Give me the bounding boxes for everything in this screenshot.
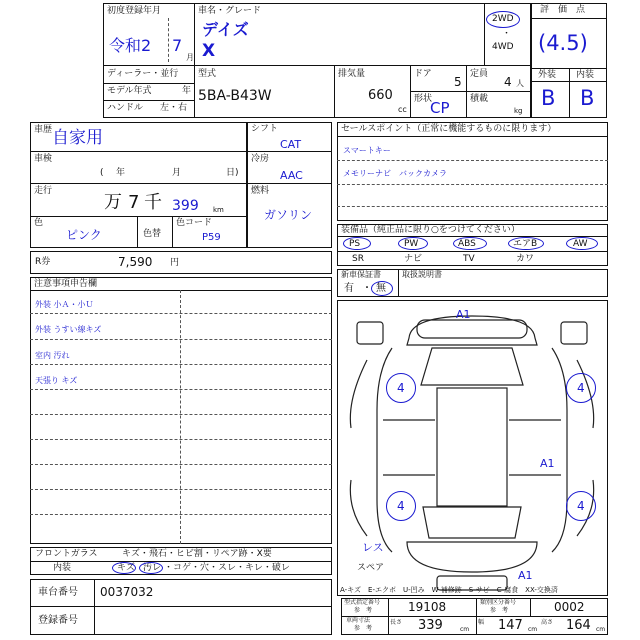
interior-scratch-circle: [112, 562, 136, 574]
equip-leather: カワ: [516, 254, 535, 264]
inspect-year: 年: [116, 168, 126, 178]
form-no-label: 型式指定番号: [344, 599, 381, 606]
door-label: ドア: [414, 69, 432, 79]
capacity-label: 定員: [470, 69, 489, 79]
mileage-unit: km: [213, 206, 224, 214]
form-no-ref: 参 考: [354, 607, 373, 614]
capacity-value: 4: [504, 75, 512, 89]
mark-front: A1: [456, 308, 471, 321]
height-label: 高さ: [541, 619, 554, 626]
equip-pw: PW: [404, 239, 419, 249]
ac-value: AAC: [280, 169, 303, 182]
warranty-no: 無: [376, 283, 386, 294]
reg-label: 初度登録年月: [107, 6, 162, 16]
class-no-ref: 参 考: [490, 607, 509, 614]
inspect-month: 月: [172, 168, 182, 178]
glass-label: フロントガラス: [35, 549, 98, 559]
reg-month-unit: 月: [186, 53, 194, 62]
interior-scratch: キズ: [117, 563, 135, 573]
equip-aw: AW: [573, 239, 588, 249]
form-no-value: 19108: [408, 600, 447, 614]
warranty-sep: ・: [362, 283, 372, 294]
form-label: 形状: [414, 94, 433, 104]
grade-score: (4.5): [538, 31, 588, 55]
mileage-label: 走行: [34, 186, 53, 196]
mark-tire-rr: 4: [577, 499, 585, 513]
warranty-label: 新車保証書: [341, 270, 381, 279]
dims-ref: 参 考: [354, 625, 373, 632]
mileage-7: 7: [128, 192, 140, 213]
class-no-label: 類別区分番号: [480, 599, 517, 606]
door-value: 5: [454, 75, 462, 89]
handle-options: 左・右: [160, 103, 188, 113]
note-4: 天張り キズ: [35, 376, 78, 385]
drive-2wd: 2WD: [492, 14, 514, 24]
mark-tire-fl: 4: [397, 381, 405, 395]
length-unit: cm: [460, 626, 470, 633]
usage-label: 車歴: [34, 125, 53, 135]
ext-grade: B: [541, 86, 556, 110]
displacement-value: 660: [368, 88, 393, 103]
recycle-label: R券: [35, 257, 51, 267]
displacement-unit: cc: [398, 105, 407, 114]
inspect-label: 車検: [34, 154, 53, 164]
chassis-label: 車台番号: [38, 587, 78, 598]
sales-item-2: メモリーナビ バックカメラ: [343, 169, 447, 178]
load-label: 積載: [470, 94, 489, 104]
equip-ps: PS: [349, 239, 361, 249]
notes-box: [30, 277, 332, 544]
reg-era: 令和2: [109, 36, 152, 55]
form-value: CP: [430, 99, 450, 117]
notes-label: 注意事項申告欄: [34, 279, 98, 289]
mileage-sen: 千: [144, 192, 162, 213]
drive-dot: ・: [502, 29, 512, 39]
capacity-unit: 人: [516, 79, 524, 88]
interior-stain: 汚レ: [143, 563, 162, 573]
equip-airbag: エアB: [513, 239, 538, 249]
equip-sr: SR: [352, 254, 364, 264]
chassis-value: 0037032: [100, 585, 154, 599]
spare-label: スペア: [357, 563, 385, 573]
mark-tire-fr: 4: [577, 381, 585, 395]
interior-stain-circle: [139, 562, 163, 574]
model-year-label: モデル年式: [107, 86, 152, 96]
inspect-paren: (: [100, 168, 104, 178]
manual-label: 取扱説明書: [402, 270, 442, 279]
car-name: デイズ: [202, 20, 249, 39]
mark-tire-rl: 4: [397, 499, 405, 513]
mileage-man: 万: [104, 192, 122, 213]
sales-label: セールスポイント（正常に機能するものに限ります）: [341, 124, 557, 134]
inspect-day: 日): [226, 168, 239, 178]
reg-no-label: 登録番号: [38, 615, 78, 626]
interior-label: 内装: [53, 563, 72, 573]
car-label: 車名・グレード: [198, 6, 262, 16]
recycle-box: [30, 251, 332, 274]
width-unit: cm: [528, 626, 538, 633]
int-grade: B: [580, 86, 595, 110]
sales-item-1: スマートキー: [343, 146, 391, 155]
glass-text: キズ・飛石・ヒビ割・リペア跡・X要: [122, 549, 272, 559]
handle-label: ハンドル: [107, 103, 144, 113]
equip-tv: TV: [463, 254, 475, 264]
color-label: 色: [34, 218, 44, 228]
note-2: 外装 うすい線キズ: [35, 325, 102, 334]
color-value: ピンク: [66, 228, 102, 242]
displacement-label: 排気量: [338, 69, 366, 79]
model-year-unit: 年: [182, 86, 192, 96]
color-change-label: 色替: [143, 229, 162, 239]
shift-value: CAT: [280, 138, 302, 151]
ac-label: 冷房: [251, 154, 270, 164]
width-label: 幅: [478, 619, 485, 626]
class-no-value: 0002: [554, 600, 585, 614]
ext-label: 外装: [538, 70, 557, 80]
type-value: 5BA-B43W: [198, 88, 272, 104]
mileage-value: 399: [172, 198, 199, 214]
mark-side: A1: [540, 457, 555, 470]
type-label: 型式: [198, 69, 217, 79]
color-code: P59: [202, 232, 221, 243]
equip-abs: ABS: [458, 239, 476, 249]
color-code-label: 色コード: [176, 218, 213, 228]
equipment-label: 装備品（純正品に限り○をつけてください）: [341, 225, 520, 235]
note-3: 室内 汚れ: [35, 351, 70, 360]
warranty-yes: 有: [344, 283, 354, 294]
height-unit: cm: [596, 626, 606, 633]
warranty-no-circle: [371, 281, 393, 296]
reg-month: 7: [172, 36, 183, 55]
recycle-value: 7,590: [118, 255, 153, 269]
mark-rear: A1: [518, 569, 533, 582]
note-1: 外装 小Ａ・小Ｕ: [35, 300, 94, 309]
dims-label: 車両寸法: [346, 617, 371, 624]
int-label: 内装: [576, 70, 595, 80]
car-grade: X: [202, 41, 216, 61]
equip-navi: ナビ: [404, 254, 423, 264]
fuel-label: 燃料: [251, 186, 270, 196]
spare-tire-note: レス: [362, 541, 384, 554]
usage-value: 自家用: [52, 128, 103, 148]
width-value: 147: [498, 618, 523, 633]
height-value: 164: [566, 618, 591, 633]
interior-rest: ・コゲ・穴・スレ・キレ・破レ: [164, 563, 290, 573]
length-label: 長さ: [390, 619, 403, 626]
drive-4wd: 4WD: [492, 42, 514, 52]
damage-legend: A-キズ E-エクボ U-凹み W-補修跡 S-サビ C-腐食 XX-交換済: [340, 586, 558, 594]
shift-label: シフト: [251, 124, 279, 134]
grade-label: 評 価 点: [540, 5, 586, 15]
length-value: 339: [418, 618, 443, 633]
fuel-value: ガソリン: [264, 208, 313, 222]
load-unit: kg: [514, 107, 523, 115]
recycle-unit: 円: [170, 258, 180, 268]
dealer-label: ディーラー・並行: [107, 69, 179, 79]
